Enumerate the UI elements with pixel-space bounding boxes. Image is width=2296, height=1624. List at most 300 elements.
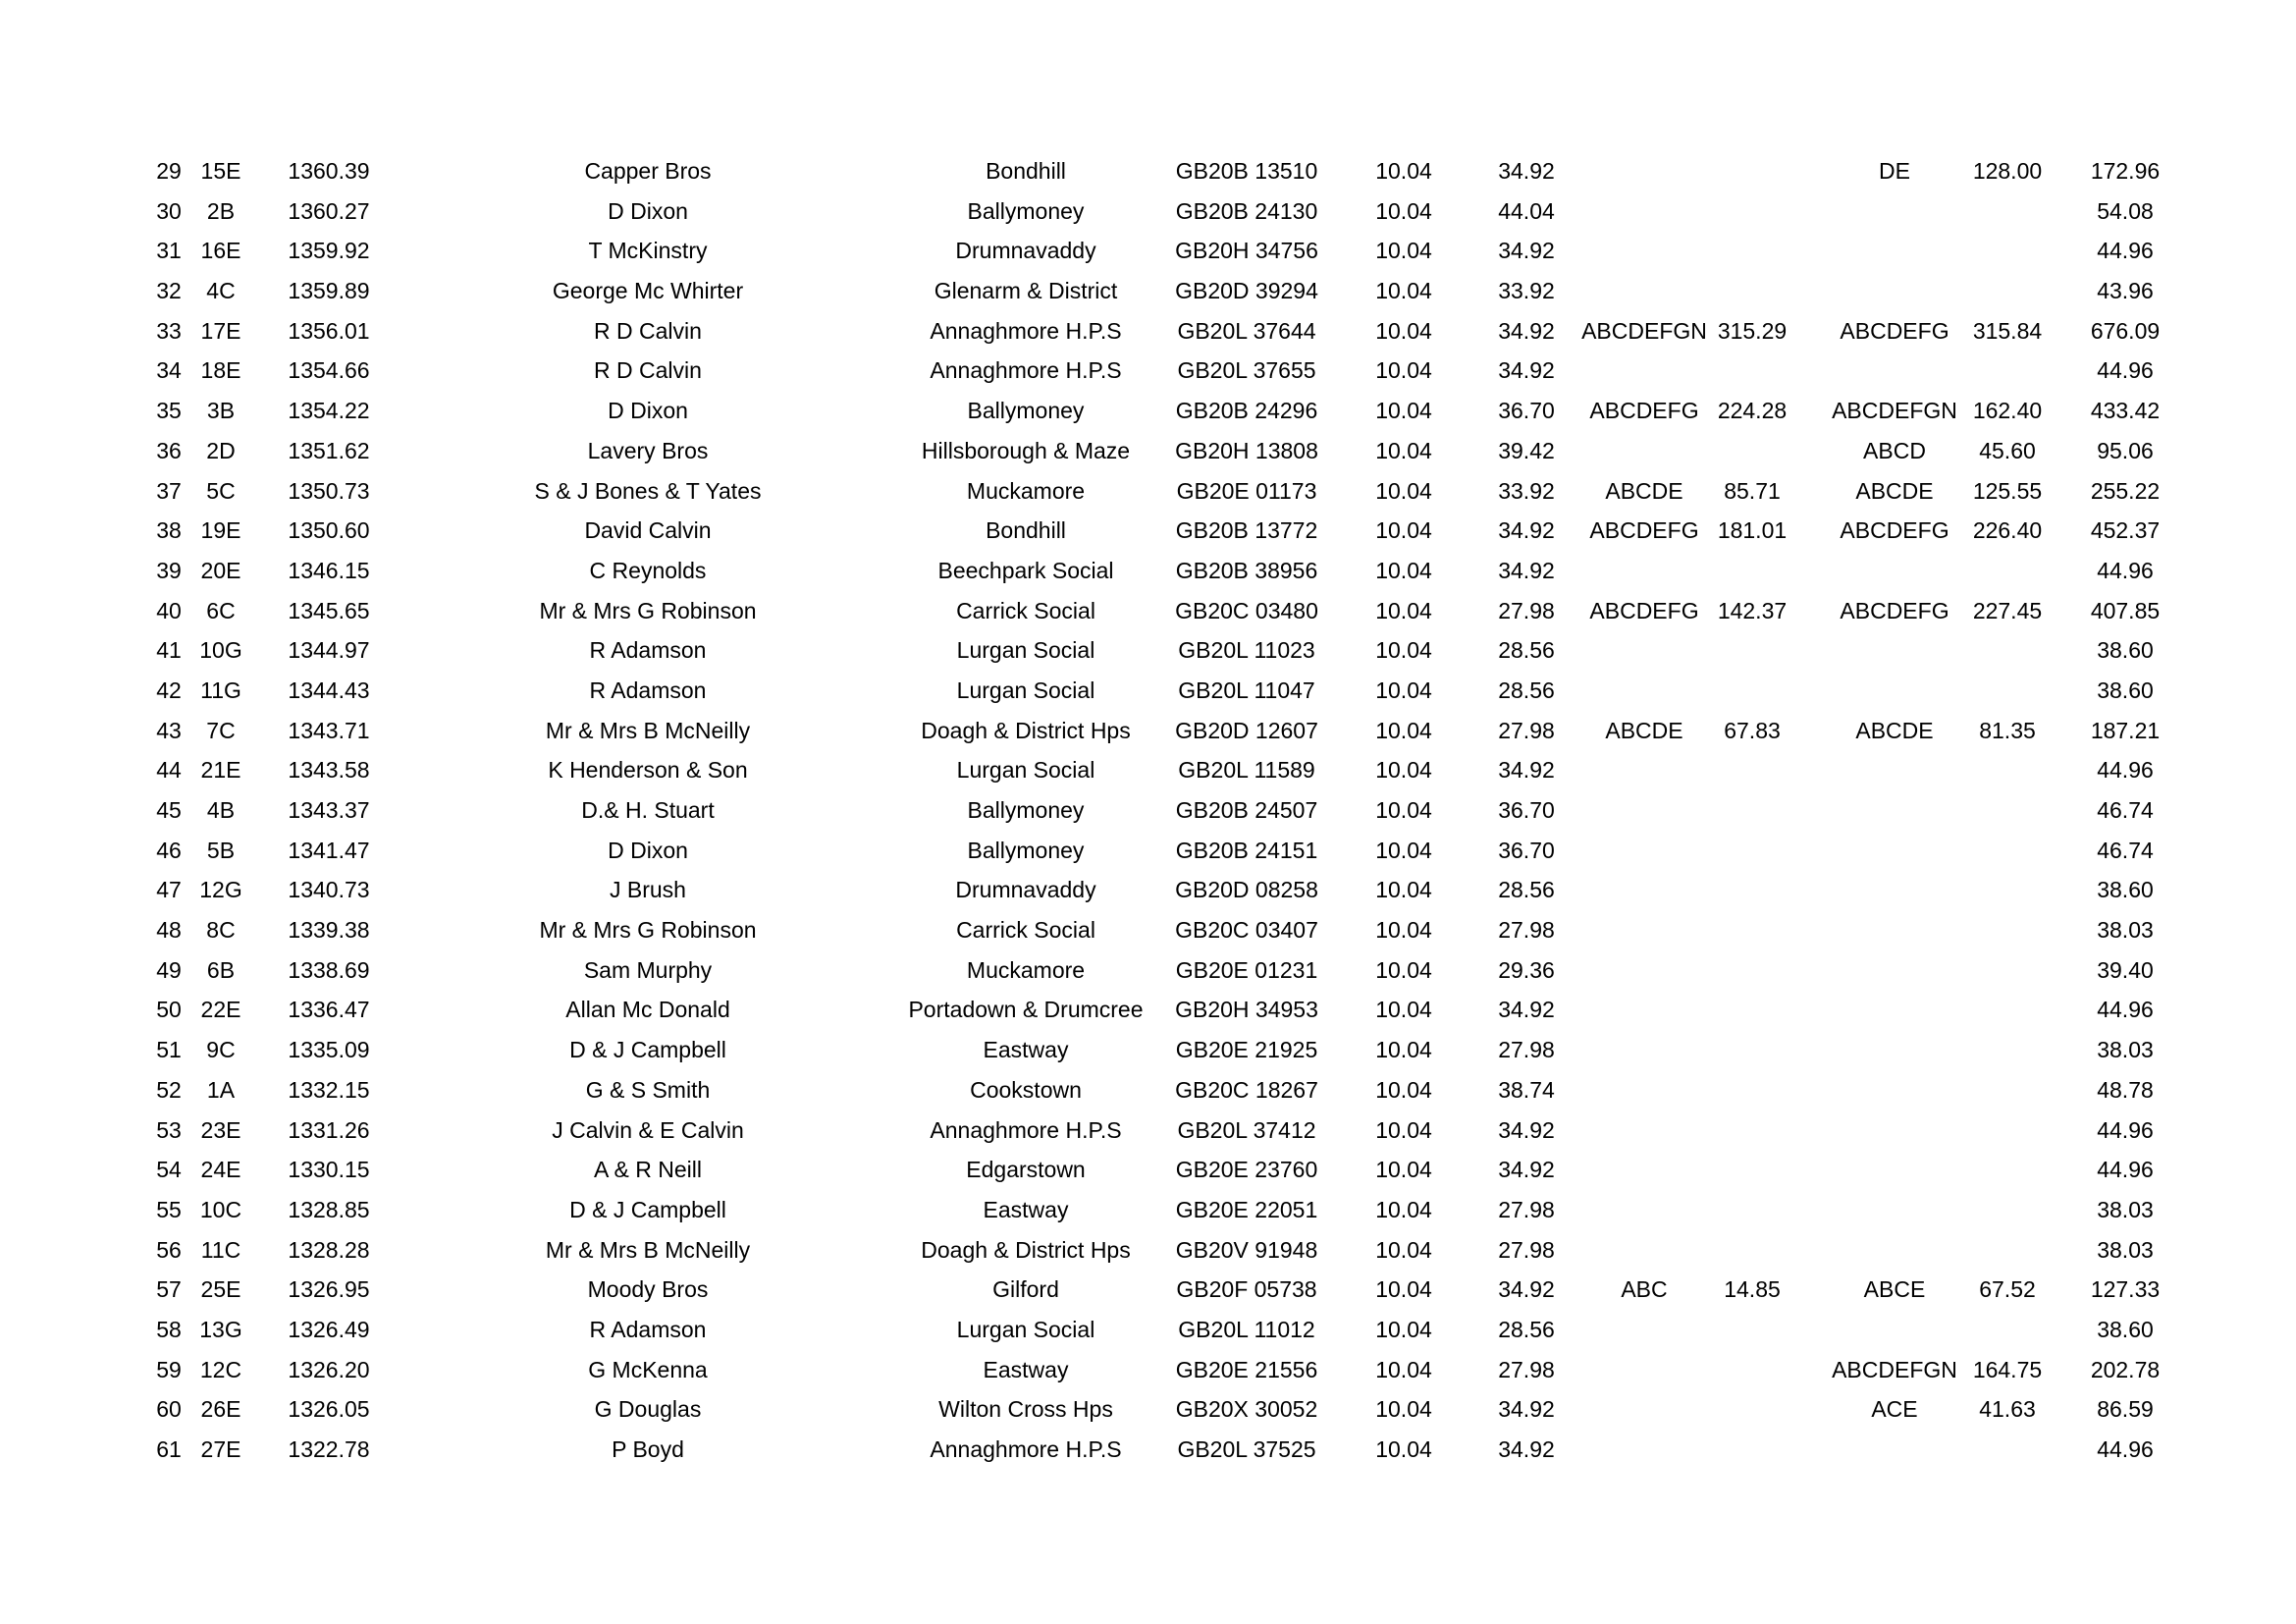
section-cell: 26E xyxy=(200,1396,241,1423)
ring-number-cell: GB20F 05738 xyxy=(1176,1276,1317,1303)
ring-number-cell: GB20D 39294 xyxy=(1175,278,1318,304)
table-row xyxy=(147,1230,2154,1271)
section-cell: 12G xyxy=(199,877,242,903)
nom-letters-cell: ABCDEFGN xyxy=(1832,1356,1957,1382)
ring-number-cell: GB20L 37412 xyxy=(1177,1116,1316,1143)
pool-amount-cell xyxy=(1693,1070,1811,1110)
pool-amount-cell xyxy=(1693,1389,1811,1430)
velocity-cell: 1345.65 xyxy=(288,597,370,623)
table-row xyxy=(147,831,2154,871)
club-cell: Doagh & District Hps xyxy=(921,717,1131,743)
fancier-name-cell: Sam Murphy xyxy=(583,956,713,983)
fancier-name-cell: J Brush xyxy=(610,877,686,903)
prize-cell: 29.36 xyxy=(1498,956,1555,983)
fancier-name-cell: T McKinstry xyxy=(588,238,708,264)
pool-amount-cell: 85.71 xyxy=(1724,477,1781,504)
velocity-cell: 1344.43 xyxy=(288,677,370,703)
fee-cell: 10.04 xyxy=(1375,1196,1432,1222)
position-cell: 48 xyxy=(156,917,182,944)
velocity-cell: 1343.71 xyxy=(288,717,370,743)
club-cell: Lurgan Social xyxy=(956,757,1095,784)
prize-cell: 28.56 xyxy=(1498,877,1555,903)
nom-amount-cell xyxy=(1949,750,2066,790)
pool-letters-cell: ABCDEFG xyxy=(1589,398,1699,424)
total-cell: 38.60 xyxy=(2097,677,2154,703)
table-row xyxy=(147,1190,2154,1230)
table-row xyxy=(147,231,2154,271)
ring-number-cell: GB20C 18267 xyxy=(1175,1076,1318,1103)
position-cell: 38 xyxy=(156,517,182,544)
prize-cell: 34.92 xyxy=(1498,1157,1555,1183)
total-cell: 44.96 xyxy=(2097,997,2154,1023)
pool-amount-cell xyxy=(1693,551,1811,591)
prize-cell: 44.04 xyxy=(1498,197,1555,224)
fee-cell: 10.04 xyxy=(1375,278,1432,304)
ring-number-cell: GB20H 34756 xyxy=(1175,238,1318,264)
ring-number-cell: GB20D 08258 xyxy=(1175,877,1318,903)
total-cell: 202.78 xyxy=(2090,1356,2161,1382)
fee-cell: 10.04 xyxy=(1375,197,1432,224)
club-cell: Annaghmore H.P.S xyxy=(930,317,1122,344)
ring-number-cell: GB20E 23760 xyxy=(1175,1157,1318,1183)
fancier-name-cell: D Dixon xyxy=(608,398,688,424)
position-cell: 49 xyxy=(156,956,182,983)
pool-amount-cell xyxy=(1693,750,1811,790)
section-cell: 7C xyxy=(206,717,236,743)
pool-amount-cell xyxy=(1693,191,1811,232)
pool-amount-cell xyxy=(1693,231,1811,271)
velocity-cell: 1331.26 xyxy=(288,1116,370,1143)
fancier-name-cell: G Douglas xyxy=(594,1396,702,1423)
velocity-cell: 1354.66 xyxy=(288,357,370,384)
nom-amount-cell xyxy=(1949,910,2066,950)
table-row xyxy=(147,750,2154,790)
table-row xyxy=(147,1110,2154,1151)
nom-amount-cell: 128.00 xyxy=(1972,158,2043,184)
fee-cell: 10.04 xyxy=(1375,1037,1432,1063)
prize-cell: 34.92 xyxy=(1498,158,1555,184)
position-cell: 53 xyxy=(156,1116,182,1143)
fancier-name-cell: A & R Neill xyxy=(594,1157,702,1183)
fee-cell: 10.04 xyxy=(1375,1236,1432,1263)
fancier-name-cell: D Dixon xyxy=(608,197,688,224)
total-cell: 407.85 xyxy=(2090,597,2161,623)
position-cell: 30 xyxy=(156,197,182,224)
total-cell: 433.42 xyxy=(2090,398,2161,424)
club-cell: Eastway xyxy=(983,1037,1069,1063)
pool-amount-cell xyxy=(1693,671,1811,711)
position-cell: 50 xyxy=(156,997,182,1023)
velocity-cell: 1338.69 xyxy=(288,956,370,983)
total-cell: 44.96 xyxy=(2097,238,2154,264)
pool-amount-cell xyxy=(1693,910,1811,950)
total-cell: 172.96 xyxy=(2090,158,2161,184)
pool-amount-cell xyxy=(1693,1430,1811,1470)
club-cell: Cookstown xyxy=(970,1076,1082,1103)
fee-cell: 10.04 xyxy=(1375,398,1432,424)
nom-amount-cell xyxy=(1949,630,2066,671)
nom-amount-cell xyxy=(1949,1190,2066,1230)
club-cell: Gilford xyxy=(992,1276,1059,1303)
pool-letters-cell: ABC xyxy=(1621,1276,1668,1303)
section-cell: 8C xyxy=(206,917,236,944)
position-cell: 52 xyxy=(156,1076,182,1103)
prize-cell: 34.92 xyxy=(1498,1396,1555,1423)
club-cell: Eastway xyxy=(983,1196,1069,1222)
fancier-name-cell: D & J Campbell xyxy=(569,1196,726,1222)
position-cell: 39 xyxy=(156,557,182,583)
ring-number-cell: GB20L 11012 xyxy=(1178,1316,1315,1342)
table-row xyxy=(147,1310,2154,1350)
nom-letters-cell: ABCDE xyxy=(1855,477,1934,504)
pool-amount-cell: 224.28 xyxy=(1717,398,1788,424)
total-cell: 46.74 xyxy=(2097,797,2154,823)
club-cell: Doagh & District Hps xyxy=(921,1236,1131,1263)
total-cell: 676.09 xyxy=(2090,317,2161,344)
fancier-name-cell: D.& H. Stuart xyxy=(581,797,715,823)
section-cell: 25E xyxy=(200,1276,241,1303)
fancier-name-cell: Capper Bros xyxy=(584,158,712,184)
velocity-cell: 1326.49 xyxy=(288,1316,370,1342)
club-cell: Ballymoney xyxy=(967,797,1085,823)
fee-cell: 10.04 xyxy=(1375,1436,1432,1462)
section-cell: 21E xyxy=(200,757,241,784)
prize-cell: 28.56 xyxy=(1498,637,1555,664)
nom-letters-cell: ABCDEFG xyxy=(1840,517,1949,544)
table-row xyxy=(147,511,2161,551)
fancier-name-cell: Lavery Bros xyxy=(587,437,709,463)
table-row xyxy=(147,431,2154,471)
nom-amount-cell xyxy=(1949,1230,2066,1271)
velocity-cell: 1322.78 xyxy=(288,1436,370,1462)
club-cell: Lurgan Social xyxy=(956,677,1095,703)
fee-cell: 10.04 xyxy=(1375,1396,1432,1423)
ring-number-cell: GB20E 21556 xyxy=(1175,1356,1318,1382)
velocity-cell: 1350.73 xyxy=(288,477,370,504)
total-cell: 187.21 xyxy=(2090,717,2161,743)
prize-cell: 38.74 xyxy=(1498,1076,1555,1103)
section-cell: 27E xyxy=(200,1436,241,1462)
section-cell: 5B xyxy=(206,837,236,863)
club-cell: Edgarstown xyxy=(966,1157,1086,1183)
velocity-cell: 1332.15 xyxy=(288,1076,370,1103)
club-cell: Lurgan Social xyxy=(956,1316,1095,1342)
fancier-name-cell: J Calvin & E Calvin xyxy=(552,1116,744,1143)
nom-amount-cell: 227.45 xyxy=(1972,597,2043,623)
total-cell: 44.96 xyxy=(2097,1157,2154,1183)
nom-letters-cell: ABCDEFG xyxy=(1840,597,1949,623)
table-row xyxy=(147,311,2161,352)
table-row xyxy=(147,1150,2154,1190)
club-cell: Annaghmore H.P.S xyxy=(930,357,1122,384)
nom-letters-cell: DE xyxy=(1879,158,1910,184)
ring-number-cell: GB20L 11023 xyxy=(1178,637,1315,664)
nom-amount-cell: 67.52 xyxy=(1979,1276,2036,1303)
total-cell: 127.33 xyxy=(2090,1276,2161,1303)
position-cell: 57 xyxy=(156,1276,182,1303)
prize-cell: 28.56 xyxy=(1498,677,1555,703)
position-cell: 36 xyxy=(156,437,182,463)
section-cell: 2D xyxy=(206,437,236,463)
nom-amount-cell xyxy=(1949,551,2066,591)
pool-letters-cell: ABCDEFGN xyxy=(1581,317,1707,344)
position-cell: 55 xyxy=(156,1196,182,1222)
fancier-name-cell: D Dixon xyxy=(608,837,688,863)
prize-cell: 28.56 xyxy=(1498,1316,1555,1342)
nom-amount-cell xyxy=(1949,351,2066,391)
nom-amount-cell xyxy=(1949,1150,2066,1190)
fee-cell: 10.04 xyxy=(1375,437,1432,463)
section-cell: 3B xyxy=(206,398,236,424)
ring-number-cell: GB20E 21925 xyxy=(1175,1037,1318,1063)
fee-cell: 10.04 xyxy=(1375,597,1432,623)
pool-amount-cell xyxy=(1693,790,1811,831)
pool-amount-cell xyxy=(1693,1150,1811,1190)
ring-number-cell: GB20B 13510 xyxy=(1175,158,1318,184)
section-cell: 12C xyxy=(199,1356,242,1382)
nom-amount-cell: 315.84 xyxy=(1972,317,2043,344)
position-cell: 29 xyxy=(156,158,182,184)
table-row xyxy=(147,990,2154,1030)
club-cell: Hillsborough & Maze xyxy=(921,437,1131,463)
section-cell: 20E xyxy=(200,557,241,583)
position-cell: 44 xyxy=(156,757,182,784)
pool-amount-cell xyxy=(1693,1230,1811,1271)
nom-amount-cell xyxy=(1949,870,2066,910)
fancier-name-cell: R D Calvin xyxy=(594,357,702,384)
section-cell: 4B xyxy=(206,797,236,823)
section-cell: 2B xyxy=(206,197,236,224)
table-row xyxy=(147,1389,2154,1430)
prize-cell: 33.92 xyxy=(1498,477,1555,504)
position-cell: 46 xyxy=(156,837,182,863)
velocity-cell: 1360.27 xyxy=(288,197,370,224)
nom-amount-cell xyxy=(1949,950,2066,991)
table-row xyxy=(147,471,2161,512)
club-cell: Bondhill xyxy=(986,158,1066,184)
prize-cell: 34.92 xyxy=(1498,1436,1555,1462)
club-cell: Beechpark Social xyxy=(937,557,1114,583)
section-cell: 15E xyxy=(200,158,241,184)
fancier-name-cell: Moody Bros xyxy=(587,1276,709,1303)
total-cell: 95.06 xyxy=(2097,437,2154,463)
section-cell: 1A xyxy=(206,1076,236,1103)
prize-cell: 27.98 xyxy=(1498,1196,1555,1222)
nom-letters-cell: ABCE xyxy=(1863,1276,1926,1303)
position-cell: 31 xyxy=(156,238,182,264)
ring-number-cell: GB20L 37525 xyxy=(1177,1436,1316,1462)
club-cell: Drumnavaddy xyxy=(955,238,1096,264)
fee-cell: 10.04 xyxy=(1375,517,1432,544)
fee-cell: 10.04 xyxy=(1375,317,1432,344)
nom-amount-cell xyxy=(1949,271,2066,311)
pool-amount-cell xyxy=(1693,870,1811,910)
nom-letters-cell: ACE xyxy=(1871,1396,1918,1423)
fee-cell: 10.04 xyxy=(1375,877,1432,903)
club-cell: Drumnavaddy xyxy=(955,877,1096,903)
prize-cell: 34.92 xyxy=(1498,997,1555,1023)
ring-number-cell: GB20L 11047 xyxy=(1178,677,1315,703)
prize-cell: 34.92 xyxy=(1498,517,1555,544)
fee-cell: 10.04 xyxy=(1375,837,1432,863)
ring-number-cell: GB20E 22051 xyxy=(1175,1196,1318,1222)
prize-cell: 36.70 xyxy=(1498,797,1555,823)
prize-cell: 27.98 xyxy=(1498,1037,1555,1063)
club-cell: Carrick Social xyxy=(956,597,1095,623)
total-cell: 38.03 xyxy=(2097,1196,2154,1222)
table-row xyxy=(147,271,2154,311)
fee-cell: 10.04 xyxy=(1375,956,1432,983)
table-row xyxy=(147,351,2154,391)
pool-letters-cell: ABCDEFG xyxy=(1589,517,1699,544)
prize-cell: 27.98 xyxy=(1498,917,1555,944)
velocity-cell: 1335.09 xyxy=(288,1037,370,1063)
ring-number-cell: GB20X 30052 xyxy=(1175,1396,1318,1423)
fee-cell: 10.04 xyxy=(1375,1116,1432,1143)
total-cell: 38.60 xyxy=(2097,637,2154,664)
prize-cell: 34.92 xyxy=(1498,757,1555,784)
section-cell: 11G xyxy=(200,677,241,703)
velocity-cell: 1326.05 xyxy=(288,1396,370,1423)
prize-cell: 34.92 xyxy=(1498,317,1555,344)
velocity-cell: 1359.89 xyxy=(288,278,370,304)
total-cell: 255.22 xyxy=(2090,477,2161,504)
prize-cell: 36.70 xyxy=(1498,837,1555,863)
total-cell: 54.08 xyxy=(2097,197,2154,224)
table-row xyxy=(147,151,2161,191)
section-cell: 17E xyxy=(200,317,241,344)
velocity-cell: 1340.73 xyxy=(288,877,370,903)
ring-number-cell: GB20B 13772 xyxy=(1175,517,1318,544)
table-row xyxy=(147,1270,2161,1310)
fee-cell: 10.04 xyxy=(1375,1316,1432,1342)
table-row xyxy=(147,1430,2154,1470)
table-row xyxy=(147,711,2161,751)
nom-amount-cell xyxy=(1949,1430,2066,1470)
nom-amount-cell xyxy=(1949,191,2066,232)
total-cell: 43.96 xyxy=(2097,278,2154,304)
fee-cell: 10.04 xyxy=(1375,1157,1432,1183)
pool-amount-cell: 142.37 xyxy=(1717,597,1788,623)
velocity-cell: 1354.22 xyxy=(288,398,370,424)
fancier-name-cell: Mr & Mrs B McNeilly xyxy=(545,717,751,743)
club-cell: Ballymoney xyxy=(967,837,1085,863)
fancier-name-cell: R Adamson xyxy=(589,637,707,664)
position-cell: 40 xyxy=(156,597,182,623)
pool-amount-cell xyxy=(1693,151,1811,191)
velocity-cell: 1341.47 xyxy=(288,837,370,863)
club-cell: Muckamore xyxy=(966,477,1086,504)
section-cell: 11C xyxy=(200,1236,241,1263)
fancier-name-cell: Allan Mc Donald xyxy=(565,997,730,1023)
fee-cell: 10.04 xyxy=(1375,797,1432,823)
club-cell: Glenarm & District xyxy=(934,278,1118,304)
prize-cell: 36.70 xyxy=(1498,398,1555,424)
fee-cell: 10.04 xyxy=(1375,158,1432,184)
prize-cell: 27.98 xyxy=(1498,1236,1555,1263)
table-row xyxy=(147,910,2154,950)
fee-cell: 10.04 xyxy=(1375,1356,1432,1382)
table-row xyxy=(147,1350,2161,1390)
table-row xyxy=(147,551,2154,591)
club-cell: Bondhill xyxy=(986,517,1066,544)
section-cell: 13G xyxy=(199,1316,242,1342)
section-cell: 23E xyxy=(200,1116,241,1143)
total-cell: 39.40 xyxy=(2097,956,2154,983)
total-cell: 38.03 xyxy=(2097,1037,2154,1063)
fee-cell: 10.04 xyxy=(1375,1276,1432,1303)
fancier-name-cell: Mr & Mrs G Robinson xyxy=(539,597,757,623)
fancier-name-cell: Mr & Mrs G Robinson xyxy=(539,917,757,944)
fancier-name-cell: G & S Smith xyxy=(585,1076,711,1103)
prize-cell: 33.92 xyxy=(1498,278,1555,304)
section-cell: 5C xyxy=(206,477,236,504)
prize-cell: 27.98 xyxy=(1498,717,1555,743)
section-cell: 10C xyxy=(199,1196,242,1222)
velocity-cell: 1339.38 xyxy=(288,917,370,944)
pool-letters-cell: ABCDEFG xyxy=(1589,597,1699,623)
nom-amount-cell: 125.55 xyxy=(1972,477,2043,504)
total-cell: 48.78 xyxy=(2097,1076,2154,1103)
velocity-cell: 1326.95 xyxy=(288,1276,370,1303)
pool-amount-cell: 14.85 xyxy=(1724,1276,1781,1303)
velocity-cell: 1326.20 xyxy=(288,1356,370,1382)
club-cell: Muckamore xyxy=(966,956,1086,983)
velocity-cell: 1351.62 xyxy=(288,437,370,463)
ring-number-cell: GB20B 24151 xyxy=(1175,837,1318,863)
fancier-name-cell: David Calvin xyxy=(584,517,712,544)
club-cell: Wilton Cross Hps xyxy=(938,1396,1113,1423)
pool-amount-cell: 181.01 xyxy=(1717,517,1788,544)
ring-number-cell: GB20C 03407 xyxy=(1175,917,1318,944)
pool-amount-cell xyxy=(1693,1190,1811,1230)
nom-amount-cell xyxy=(1949,1310,2066,1350)
fancier-name-cell: C Reynolds xyxy=(589,557,707,583)
ring-number-cell: GB20L 11589 xyxy=(1178,757,1315,784)
nom-amount-cell xyxy=(1949,1070,2066,1110)
section-cell: 16E xyxy=(200,238,241,264)
position-cell: 51 xyxy=(156,1037,182,1063)
fee-cell: 10.04 xyxy=(1375,477,1432,504)
ring-number-cell: GB20E 01231 xyxy=(1175,956,1318,983)
pool-amount-cell xyxy=(1693,950,1811,991)
position-cell: 47 xyxy=(156,877,182,903)
total-cell: 86.59 xyxy=(2097,1396,2154,1423)
ring-number-cell: GB20L 37644 xyxy=(1177,317,1316,344)
nom-amount-cell xyxy=(1949,671,2066,711)
ring-number-cell: GB20B 38956 xyxy=(1175,557,1318,583)
velocity-cell: 1350.60 xyxy=(288,517,370,544)
nom-letters-cell: ABCD xyxy=(1863,437,1926,463)
fee-cell: 10.04 xyxy=(1375,997,1432,1023)
position-cell: 61 xyxy=(156,1436,182,1462)
velocity-cell: 1344.97 xyxy=(288,637,370,664)
fancier-name-cell: G McKenna xyxy=(588,1356,708,1382)
pool-letters-cell: ABCDE xyxy=(1605,717,1683,743)
ring-number-cell: GB20E 01173 xyxy=(1176,477,1317,504)
position-cell: 34 xyxy=(156,357,182,384)
pool-amount-cell xyxy=(1693,1350,1811,1390)
section-cell: 19E xyxy=(200,517,241,544)
prize-cell: 27.98 xyxy=(1498,1356,1555,1382)
fancier-name-cell: Mr & Mrs B McNeilly xyxy=(545,1236,751,1263)
total-cell: 44.96 xyxy=(2097,1116,2154,1143)
total-cell: 44.96 xyxy=(2097,757,2154,784)
nom-amount-cell xyxy=(1949,990,2066,1030)
total-cell: 38.03 xyxy=(2097,917,2154,944)
position-cell: 43 xyxy=(156,717,182,743)
section-cell: 24E xyxy=(200,1157,241,1183)
